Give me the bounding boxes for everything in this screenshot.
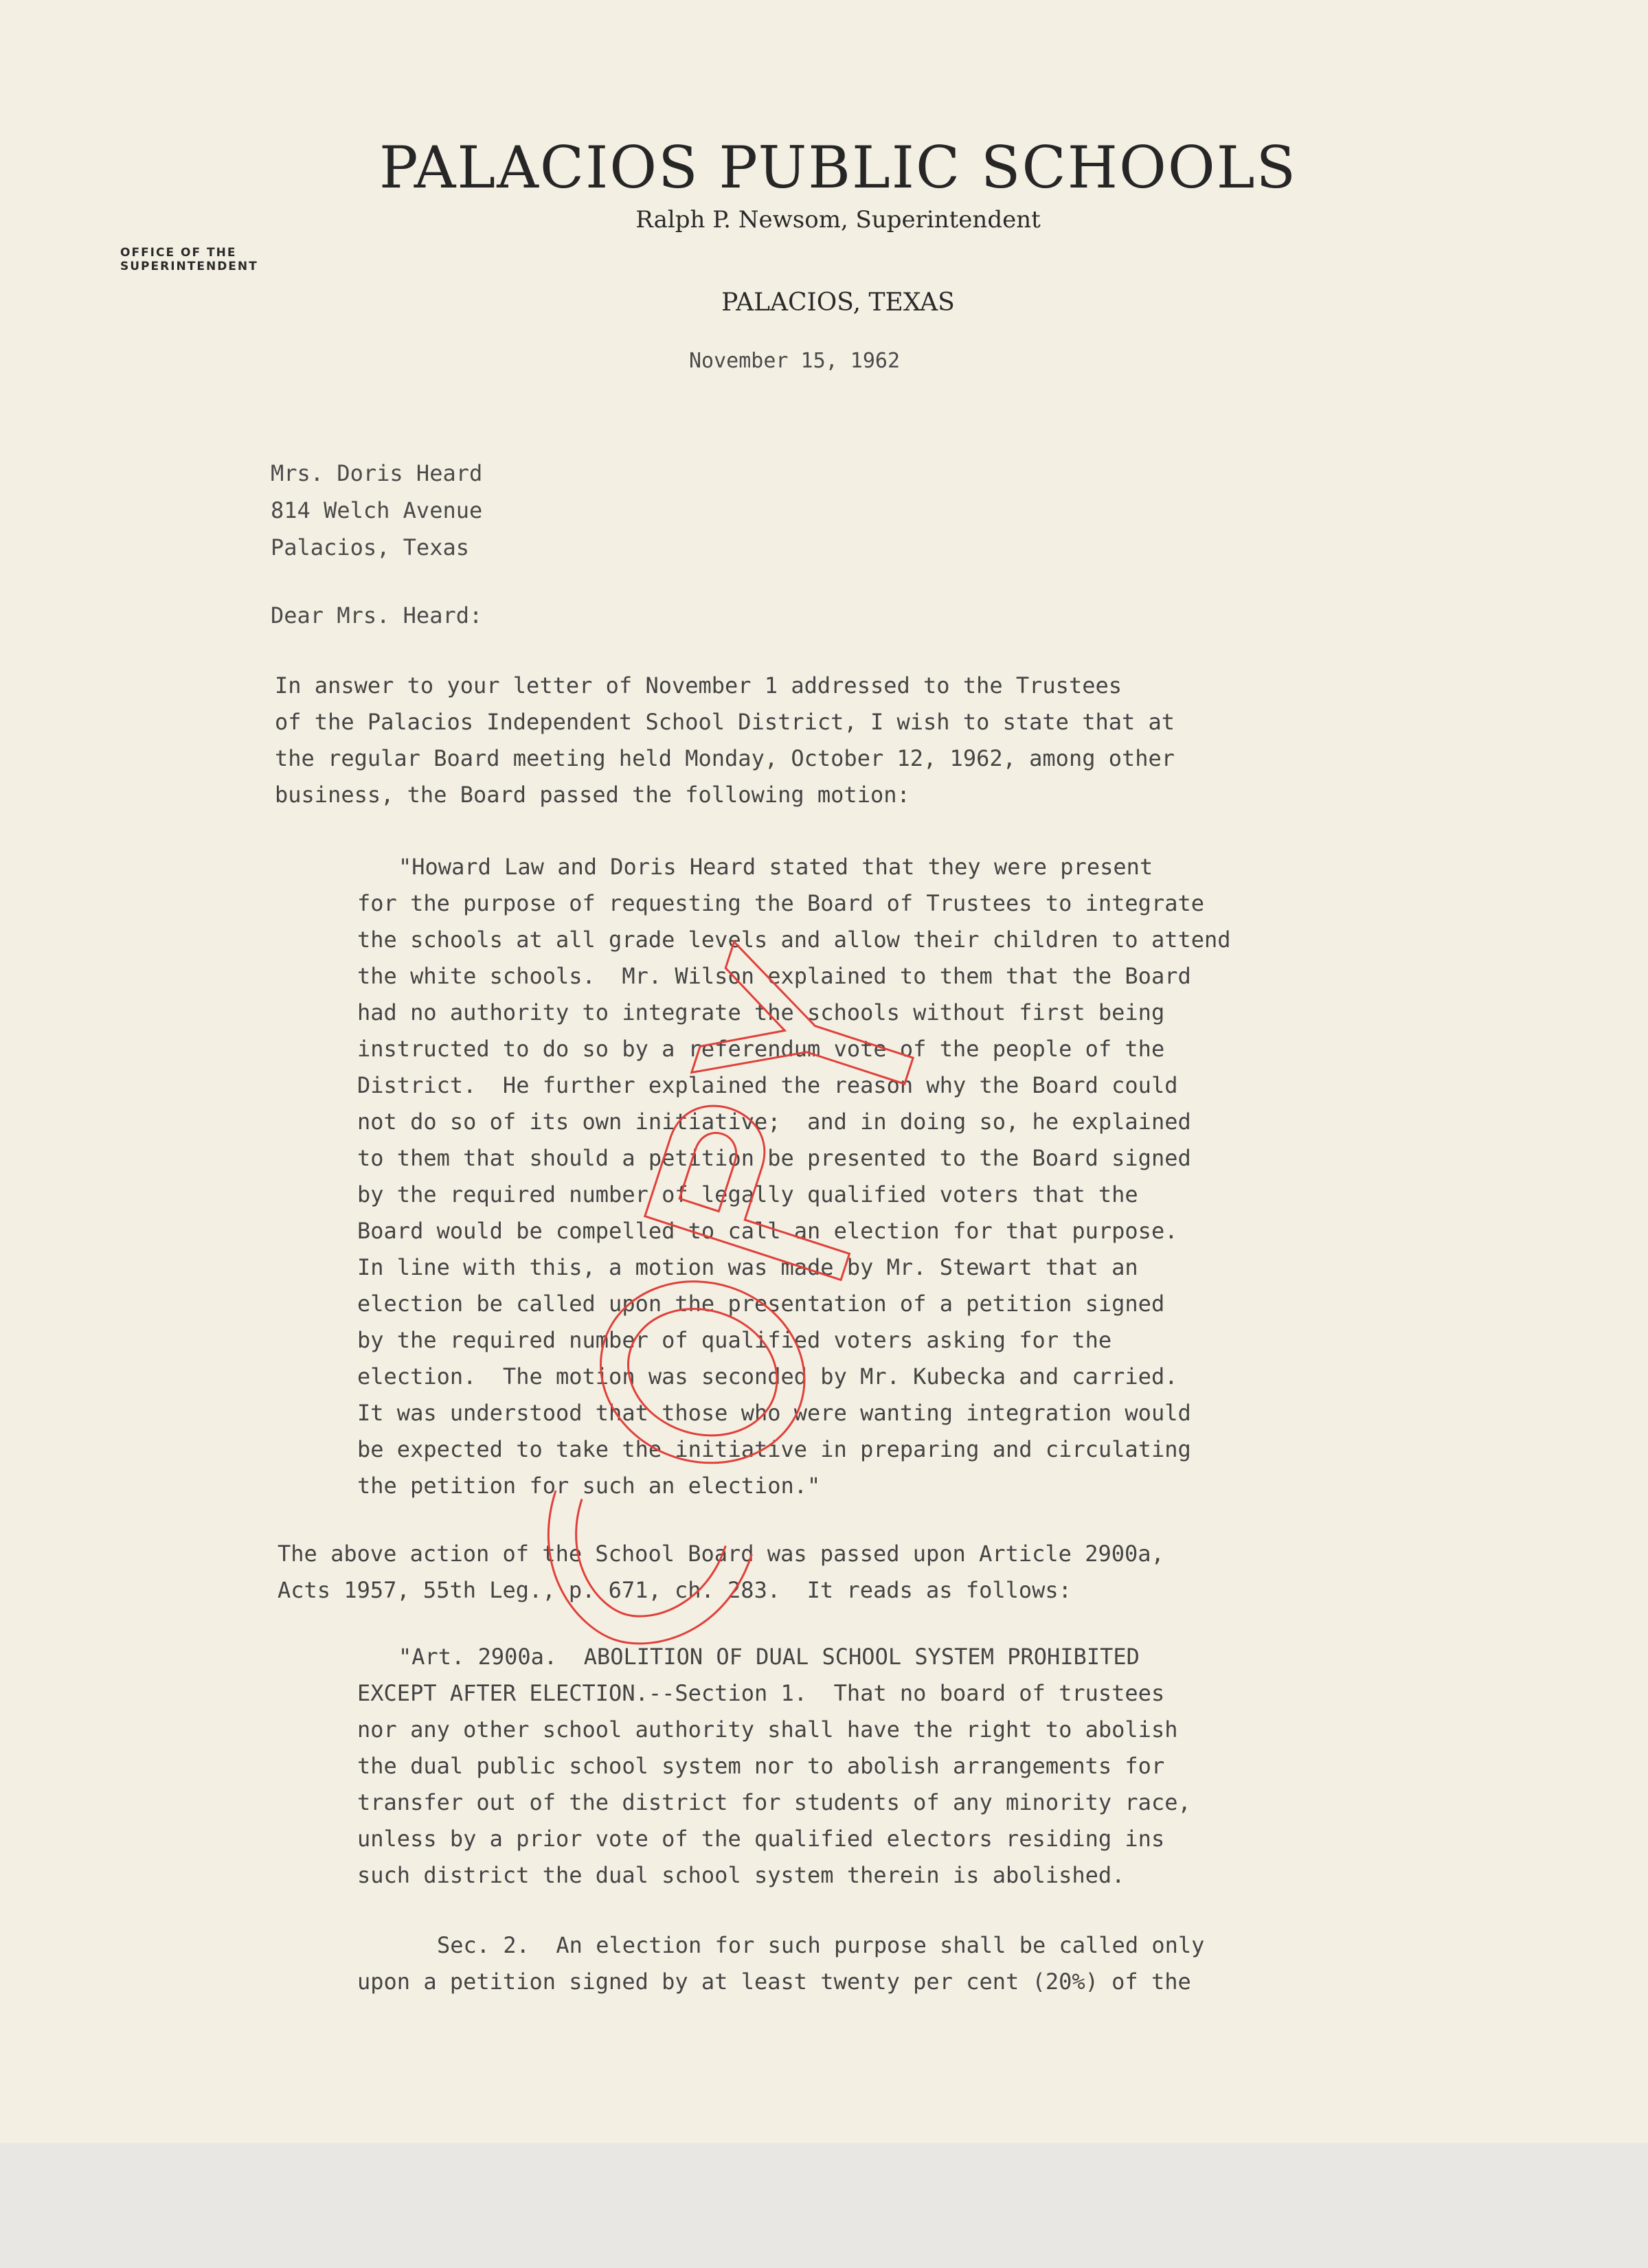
section2-line: Sec. 2. An election for such purpose shall be called only	[437, 1932, 1205, 1958]
article-line: transfer out of the district for students of any minority race,	[357, 1789, 1191, 1815]
recipient-name: Mrs. Doris Heard	[271, 460, 483, 486]
recipient-city: Palacios, Texas	[271, 534, 469, 560]
salutation: Dear Mrs. Heard:	[271, 602, 483, 628]
article-line: "Art. 2900a. ABOLITION OF DUAL SCHOOL SYSTEM PROHIBITED	[398, 1644, 1140, 1670]
motion-line: for the purpose of requesting the Board of Trustees to integrate	[357, 890, 1204, 916]
motion-line: the petition for such an election."	[357, 1473, 821, 1499]
office-label	[120, 246, 326, 273]
letter-date: November 15, 1962	[689, 349, 901, 373]
article-line: EXCEPT AFTER ELECTION.--Section 1. That no board of trustees	[357, 1680, 1165, 1706]
section2-paragraph	[357, 1927, 1204, 2000]
recipient-street: 814 Welch Avenue	[271, 497, 483, 523]
motion-line: had no authority to integrate the schools without first being	[357, 999, 1165, 1025]
motion-line: District. He further explained the reason why the Board could	[357, 1072, 1178, 1098]
motion-line: instructed to do so by a referendum vote of the people of the	[357, 1036, 1165, 1062]
motion-line: In line with this, a motion was made by Mr. Stewart that an	[357, 1254, 1138, 1280]
intro-line: business, the Board passed the following motion:	[275, 782, 910, 808]
letterhead-superintendent: Ralph P. Newsom, Superintendent	[635, 206, 1041, 234]
intro-paragraph	[275, 668, 1175, 813]
article-quote	[357, 1639, 1191, 1894]
motion-line: by the required number of legally qualified voters that the	[357, 1181, 1138, 1207]
section2-line: upon a petition signed by at least twenty per cent (20%) of the	[357, 1969, 1191, 1995]
motion-line: by the required number of qualified voters asking for the	[357, 1327, 1112, 1353]
motion-line: election be called upon the presentation of a petition signed	[357, 1291, 1165, 1317]
basis-paragraph	[278, 1536, 1164, 1609]
motion-quote	[357, 849, 1231, 1504]
office-label-line-1: OFFICE OF THE	[120, 246, 237, 260]
motion-line: the schools at all grade levels and allow their children to attend	[357, 927, 1231, 953]
intro-line: of the Palacios Independent School District, I wish to state that at	[275, 709, 1175, 735]
article-line: the dual public school system nor to abolish arrangements for	[357, 1753, 1165, 1779]
letterhead-city: PALACIOS, TEXAS	[721, 288, 955, 317]
intro-line: In answer to your letter of November 1 addressed to the Trustees	[275, 672, 1122, 699]
motion-line: It was understood that those who were wanting integration would	[357, 1400, 1191, 1426]
office-label-line-2: SUPERINTENDENT	[120, 260, 258, 273]
motion-line: "Howard Law and Doris Heard stated that they were present	[398, 854, 1153, 880]
motion-line: Board would be compelled to call an election for that purpose.	[357, 1218, 1178, 1244]
basis-line: Acts 1957, 55th Leg., p. 671, ch. 283. It reads as follows:	[278, 1577, 1072, 1603]
motion-line: to them that should a petition be presented to the Board signed	[357, 1145, 1191, 1171]
motion-line: be expected to take the initiative in preparing and circulating	[357, 1436, 1191, 1462]
basis-line: The above action of the School Board was passed upon Article 2900a,	[278, 1541, 1164, 1567]
motion-line: not do so of its own initiative; and in doing so, he explained	[357, 1109, 1191, 1135]
article-line: nor any other school authority shall have the right to abolish	[357, 1716, 1178, 1743]
intro-line: the regular Board meeting held Monday, October 12, 1962, among other	[275, 745, 1175, 771]
article-line: unless by a prior vote of the qualified electors residing ins	[357, 1826, 1165, 1852]
motion-line: election. The motion was seconded by Mr. Kubecka and carried.	[357, 1363, 1178, 1390]
article-line: such district the dual school system therein is abolished.	[357, 1862, 1125, 1888]
motion-line: the white schools. Mr. Wilson explained to them that the Board	[357, 963, 1191, 989]
letterhead-title: PALACIOS PUBLIC SCHOOLS	[379, 134, 1298, 201]
